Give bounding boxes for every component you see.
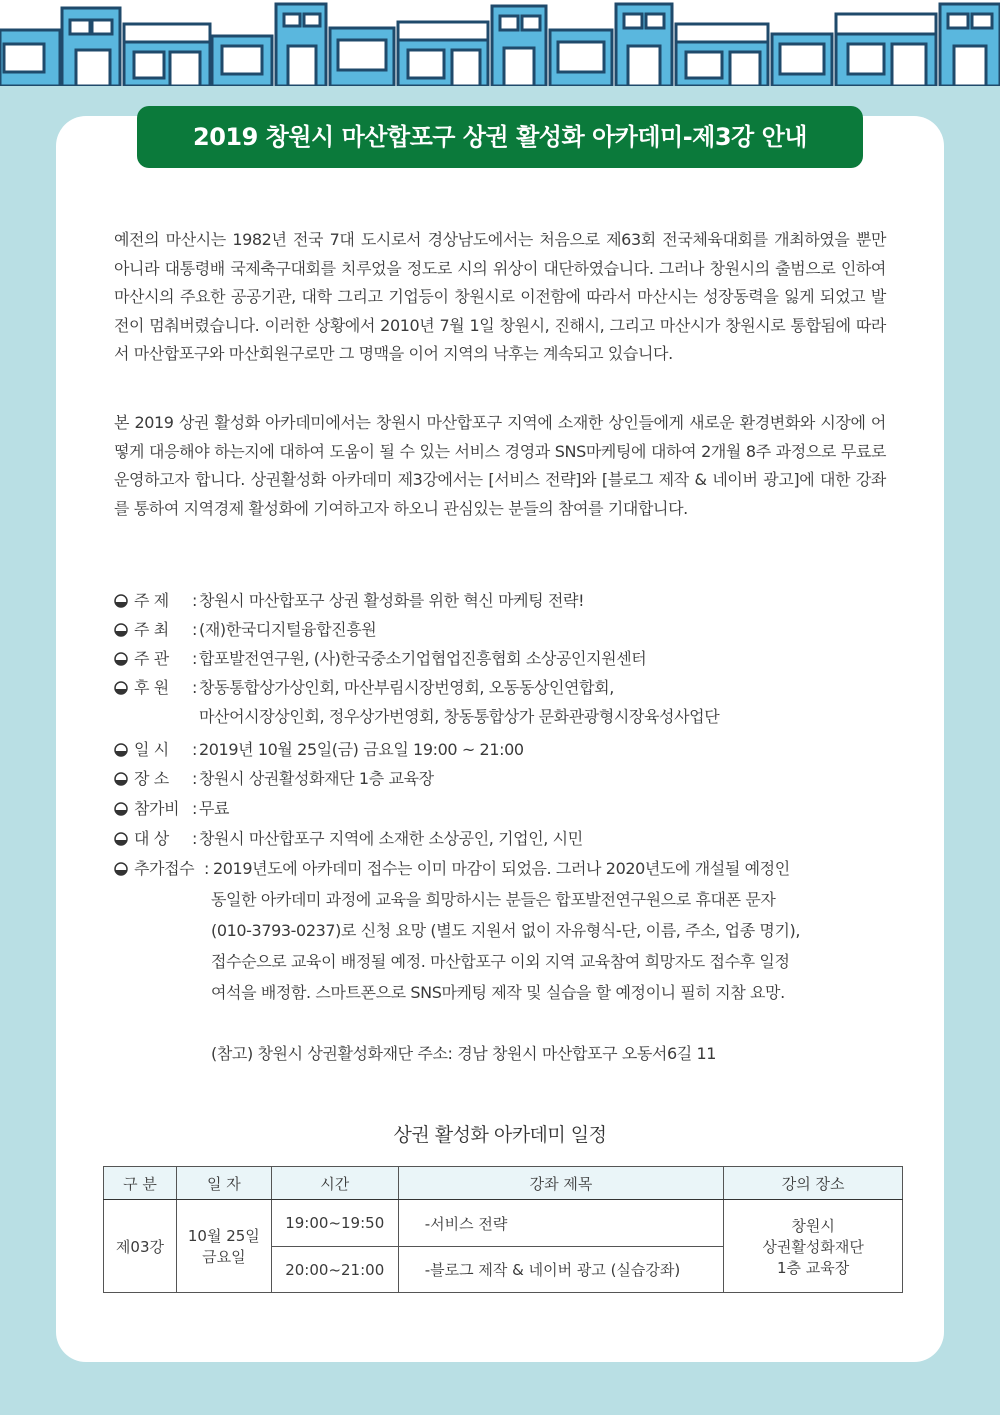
- session-cell: 제03강: [104, 1200, 177, 1293]
- sponsor-value-line1: 창동통합상가상인회, 마산부림시장번영회, 오동동상인연합회,: [199, 678, 614, 697]
- page-title: 2019 창원시 마산합포구 상권 활성화 아카데미-제3강 안내: [137, 106, 863, 168]
- intro-paragraph-1: 예전의 마산시는 1982년 전국 7대 도시로서 경상남도에서는 처음으로 제63회 전국체육대회를 개최하였을 뿐만 아니라 대통령배 국제축구대회를 치루었을 정도로 시의 위상이 대단하였습니다. 그러나 창원시의 출범으로 인하여 마산시의 주요한 공공기관, 대학 그리고 기업등이 창원시로 이전함에 따라서 마산시는 성장동력을 잃게 되었고 발전이 멈춰버렸습니다. 이러한 상황에서 2010년 7월 1일 창원시, 진해시, 그리고 마산시가 창원시로 통합됨에 따라서 마산합포구와 마산회원구로만 그 명맥을 이어 지역의 낙후는 계속되고 있습니다.: [114, 230, 886, 363]
- venue-line3: 1층 교육장: [776, 1258, 850, 1277]
- bullet-icon: [114, 862, 128, 876]
- organizer-label: 주 관: [134, 649, 169, 668]
- fee-value: 무료: [199, 799, 230, 818]
- date-cell-line1: 10월 25일: [187, 1227, 260, 1245]
- organizer-value: 합포발전연구원, (사)한국중소기업협업진흥협회 소상공인지원센터: [199, 649, 647, 668]
- colon: :: [192, 829, 197, 848]
- colon: :: [204, 859, 209, 878]
- date-label: 일 시: [134, 740, 169, 759]
- host-label: 주 최: [134, 620, 169, 639]
- schedule-table: [103, 1166, 903, 1293]
- extra-label: 추가접수: [134, 859, 195, 878]
- extra-line-2: 동일한 아카데미 과정에 교육을 희망하시는 분들은 합포발전연구원으로 휴대폰 문자: [211, 890, 776, 909]
- colon: :: [192, 591, 197, 610]
- colon: :: [192, 740, 197, 759]
- sponsor-label: 후 원: [134, 678, 169, 697]
- bullet-icon: [114, 681, 128, 695]
- time-cell: 19:00~19:50: [271, 1200, 398, 1247]
- extra-line-4: 접수순으로 교육이 배정될 예정. 마산합포구 이외 지역 교육참여 희망자도 접수후 일정: [211, 952, 790, 971]
- target-value: 창원시 마산합포구 지역에 소재한 소상공인, 기업인, 시민: [199, 829, 583, 848]
- header-cell: 구 분: [104, 1167, 177, 1200]
- storefront-illustration: [0, 0, 1000, 86]
- bullet-icon: [114, 623, 128, 637]
- header-cell: 일 자: [176, 1167, 271, 1200]
- bullet-icon: [114, 802, 128, 816]
- venue-line2: 상권활성화재단: [762, 1237, 864, 1256]
- bullet-icon: [114, 594, 128, 608]
- target-label: 대 상: [134, 829, 169, 848]
- colon: :: [192, 799, 197, 818]
- theme-label: 주 제: [134, 591, 169, 610]
- table-row: [104, 1200, 903, 1247]
- topic-cell: -서비스 전략: [398, 1200, 724, 1247]
- venue-line1: 창원시: [791, 1216, 835, 1235]
- date-cell-line2: 금요일: [202, 1248, 246, 1266]
- place-label: 장 소: [134, 769, 169, 788]
- place-value: 창원시 상권활성화재단 1층 교육장: [199, 769, 434, 788]
- bullet-icon: [114, 652, 128, 666]
- colon: :: [192, 769, 197, 788]
- header-cell: 강좌 제목: [398, 1167, 724, 1200]
- extra-line-5: 여석을 배정함. 스마트폰으로 SNS마케팅 제작 및 실습을 할 예정이니 필히 지참 요망.: [211, 983, 785, 1002]
- topic-cell: -블로그 제작 & 네이버 광고 (실습강좌): [398, 1247, 724, 1293]
- date-value: 2019년 10월 25일(금) 금요일 19:00 ~ 21:00: [199, 740, 524, 759]
- theme-value: 창원시 마산합포구 상권 활성화를 위한 혁신 마케팅 전략!: [199, 591, 585, 610]
- extra-line-1: 2019년도에 아카데미 접수는 이미 마감이 되었음. 그러나 2020년도에 개설될 예정인: [213, 859, 790, 878]
- venue-cell: [724, 1200, 903, 1293]
- header-cell: 시간: [271, 1167, 398, 1200]
- sponsor-value-line2: 마산어시장상인회, 정우상가번영회, 창동통합상가 문화관광형시장육성사업단: [199, 707, 720, 726]
- bullet-icon: [114, 832, 128, 846]
- extra-line-3: (010-3793-0237)로 신청 요망 (별도 지원서 없이 자유형식-단, 이름, 주소, 업종 명기),: [211, 921, 801, 940]
- table-header-row: [104, 1167, 903, 1200]
- colon: :: [192, 678, 197, 697]
- fee-label: 참가비: [134, 799, 180, 818]
- intro-paragraph-2: 본 2019 상권 활성화 아카데미에서는 창원시 마산합포구 지역에 소재한 상인들에게 새로운 환경변화와 시장에 어떻게 대응해야 하는지에 대하여 도움이 될 수 있는 서비스 경영과 SNS마케팅에 대하여 2개월 8주 과정으로 무료로 운영하고자 합니다. 상권활성화 아카데미 제3강에서는 [서비스 전략]와 [블로그 제작 & 네이버 광고]에 대한 강좌를 통하여 지역경제 활성화에 기여하고자 하오니 관심있는 분들의 참여를 기대합니다.: [114, 413, 886, 518]
- header-cell: 강의 장소: [724, 1167, 903, 1200]
- bullet-icon: [114, 772, 128, 786]
- address-note: (참고) 창원시 상권활성화재단 주소: 경남 창원시 마산합포구 오동서6길 11: [211, 1044, 717, 1063]
- bullet-icon: [114, 743, 128, 757]
- host-value: (재)한국디지털융합진흥원: [199, 620, 377, 639]
- date-cell: [176, 1200, 271, 1293]
- colon: :: [192, 649, 197, 668]
- schedule-title: 상권 활성화 아카데미 일정: [393, 1124, 607, 1146]
- colon: :: [192, 620, 197, 639]
- time-cell: 20:00~21:00: [271, 1247, 398, 1293]
